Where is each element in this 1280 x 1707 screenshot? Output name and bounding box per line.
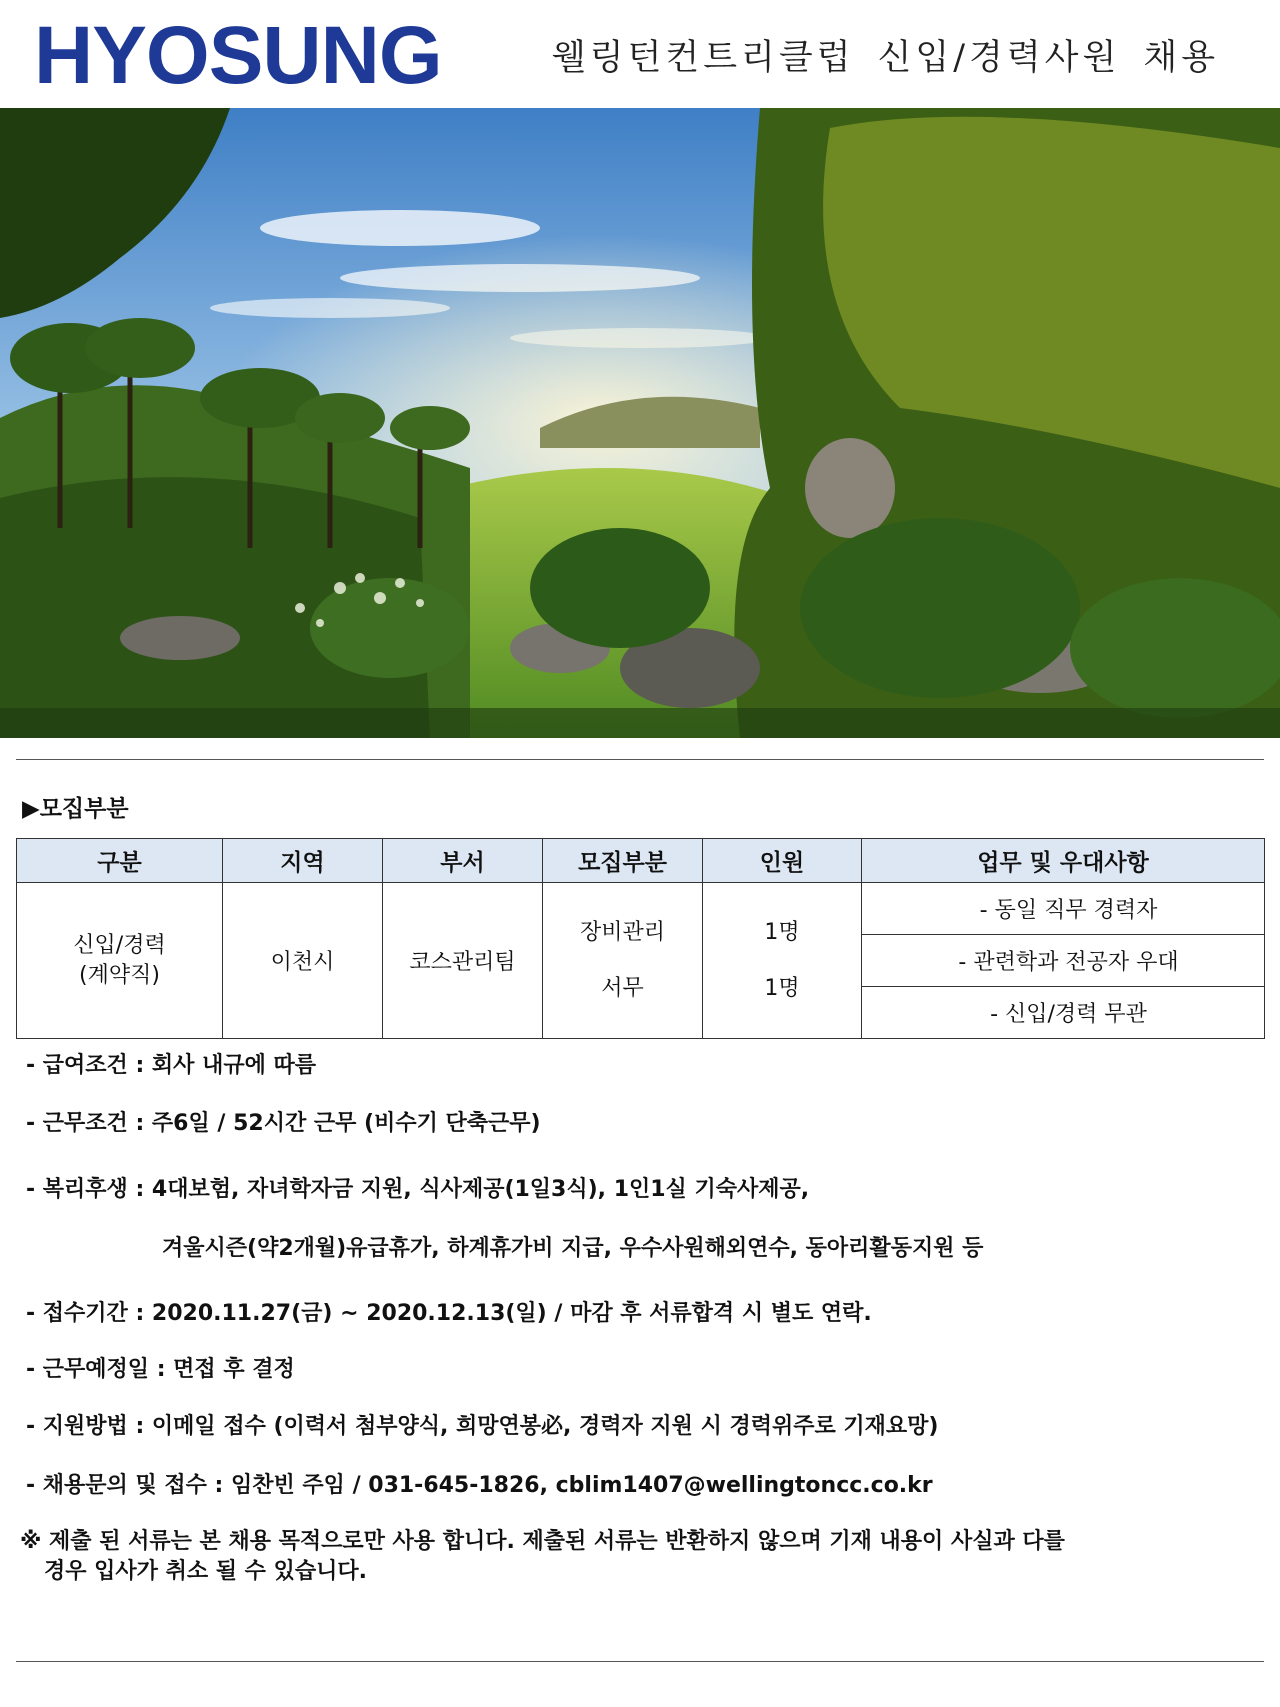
divider-top <box>16 759 1264 760</box>
category-line1: 신입/경력 <box>73 932 166 958</box>
notice-line1: ※ 제출 된 서류는 본 채용 목적으로만 사용 합니다. 제출된 서류는 반환하지 않으며 기재 내용이 사실과 다를 <box>20 1529 1065 1554</box>
salary-condition: - 급여조건 : 회사 내규에 따름 <box>26 1053 316 1078</box>
page-title: 웰링턴컨트리클럽 신입/경력사원 채용 <box>552 38 1220 78</box>
header-duties: 업무 및 우대사항 <box>862 839 1265 883</box>
header-headcount: 인원 <box>703 839 862 883</box>
headcount-item: 1명 <box>764 975 800 1001</box>
duty-item: - 동일 직무 경력자 <box>862 883 1265 935</box>
position-cell <box>543 883 703 1039</box>
headcount-cell <box>703 883 862 1039</box>
category-line2: (계약직) <box>79 962 160 988</box>
header <box>0 0 1280 108</box>
divider-bottom <box>16 1661 1264 1662</box>
hyosung-logo: HYOSUNG <box>34 10 442 101</box>
header-position: 모집부분 <box>543 839 703 883</box>
duty-item: - 관련학과 전공자 우대 <box>862 935 1265 987</box>
department-cell: 코스관리팀 <box>383 883 543 1039</box>
position-item: 서무 <box>601 975 644 1001</box>
application-period: - 접수기간 : 2020.11.27(금) ~ 2020.12.13(일) / 마감 후 서류합격 시 별도 연락. <box>26 1301 872 1326</box>
category-cell <box>17 883 223 1039</box>
application-method: - 지원방법 : 이메일 접수 (이력서 첨부양식, 희망연봉必, 경력자 지원 시 경력위주로 기재요망) <box>26 1414 939 1439</box>
contact-info: - 채용문의 및 접수 : 임찬빈 주임 / 031-645-1826, cblim1407@wellingtoncc.co.kr <box>26 1473 933 1498</box>
table-header-row <box>17 839 1265 883</box>
duty-item: - 신입/경력 무관 <box>862 987 1265 1039</box>
start-date: - 근무예정일 : 면접 후 결정 <box>26 1357 295 1382</box>
golf-course-photo <box>0 108 1280 738</box>
table-row <box>17 883 1265 935</box>
notice-line2: 경우 입사가 취소 될 수 있습니다. <box>44 1559 367 1584</box>
header-category: 구분 <box>17 839 223 883</box>
welfare-line2: 겨울시즌(약2개월)유급휴가, 하계휴가비 지급, 우수사원해외연수, 동아리활동지원 등 <box>162 1236 984 1261</box>
work-condition: - 근무조건 : 주6일 / 52시간 근무 (비수기 단축근무) <box>26 1111 541 1136</box>
position-item: 장비관리 <box>579 919 665 945</box>
notice <box>20 1527 1250 1587</box>
header-region: 지역 <box>223 839 383 883</box>
section-heading: ▶모집부분 <box>22 796 129 822</box>
recruitment-table <box>16 838 1265 1039</box>
welfare-line1: - 복리후생 : 4대보험, 자녀학자금 지원, 식사제공(1일3식), 1인1실 기숙사제공, <box>26 1177 810 1202</box>
headcount-item: 1명 <box>764 919 800 945</box>
region-cell: 이천시 <box>223 883 383 1039</box>
header-department: 부서 <box>383 839 543 883</box>
